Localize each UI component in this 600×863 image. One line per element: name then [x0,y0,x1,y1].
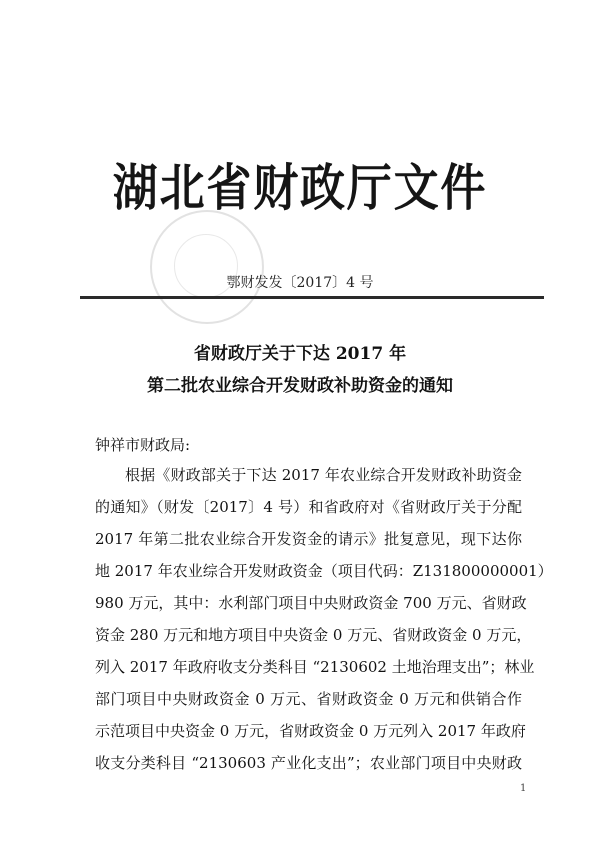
body-line-5: 980 万元，其中：水利部门项目中央财政资金 700 万元、省财政 [95,594,527,612]
body-line-4: 地 2017 年农业综合开发财政资金（项目代码：Z131800000001） [95,562,553,580]
body-line-10: 收支分类科目 “2130603 产业化支出”；农业部门项目中央财政 [95,754,522,772]
body-line-9: 示范项目中央资金 0 万元，省财政资金 0 万元列入 2017 年政府 [95,722,526,740]
body-line-8: 部门项目中央财政资金 0 万元、省财政资金 0 万元和供销合作 [95,690,522,708]
body-line-1: 根据《财政部关于下达 2017 年农业综合开发财政补助资金 [125,466,522,484]
document-number: 鄂财发发〔2017〕4 号 [226,275,374,291]
body-line-6: 资金 280 万元和地方项目中央资金 0 万元、省财政资金 0 万元， [95,626,532,644]
body-line-3: 2017 年第二批农业综合开发资金的请示》批复意见，现下达你 [95,530,522,548]
subject-line-2: 第二批农业综合开发财政补助资金的通知 [147,376,453,396]
recipient: 钟祥市财政局: [95,436,191,454]
document-org-title: 湖北省财政厅文件 [112,159,488,217]
page-number: 1 [520,783,527,794]
header-divider [80,296,544,299]
body-line-7: 列入 2017 年政府收支分类科目 “2130602 土地治理支出”；林业 [95,658,535,676]
subject-line-1: 省财政厅关于下达 2017 年 [193,344,407,364]
body-line-2: 的通知》（财发〔2017〕4 号）和省政府对《省财政厅关于分配 [95,498,522,516]
faint-seal-stamp [150,210,264,324]
